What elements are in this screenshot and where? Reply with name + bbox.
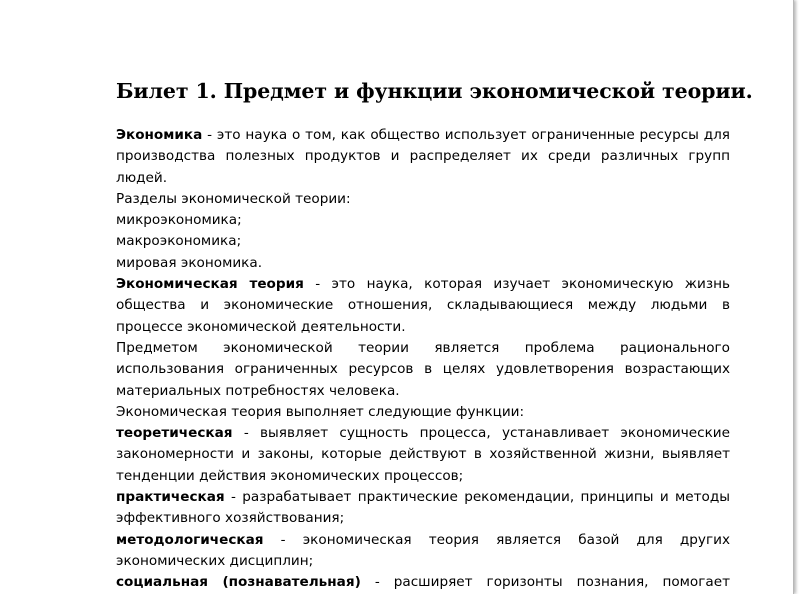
- term-theoretical: теоретическая: [116, 425, 233, 442]
- list-item: мировая экономика.: [116, 254, 263, 271]
- paragraph-line: материальных потребностях человека.: [116, 382, 400, 399]
- paragraph-line: тенденции действия экономических процессов;: [116, 467, 464, 484]
- paragraph-line: экономических дисциплин;: [116, 552, 314, 569]
- paragraph-line: Предметом экономической теории является проблема рационального: [116, 339, 730, 356]
- paragraph-line: процессе экономической деятельности.: [116, 318, 406, 335]
- term-economic-theory: Экономическая теория: [116, 276, 304, 293]
- term-practical: практическая: [116, 489, 225, 506]
- paragraph-line: практическая - разрабатывает практические рекомендации, принципы и методы: [116, 489, 730, 506]
- term-social: социальная (познавательная): [116, 574, 361, 591]
- paragraph-line: использования ограниченных ресурсов в целях удовлетворения возрастающих: [116, 361, 730, 378]
- term-economics: Экономика: [116, 127, 203, 143]
- paragraph-line: теоретическая - выявляет сущность процесса, устанавливает экономические: [116, 425, 730, 442]
- paragraph-line: социальная (познавательная) - расширяет горизонты познания, помогает: [116, 574, 730, 591]
- list-item: макроэкономика;: [116, 233, 242, 250]
- document-body: [116, 125, 736, 594]
- term-methodological: методологическая: [116, 531, 264, 548]
- paragraph-line: производства полезных продуктов и распределяет их среди различных групп: [116, 148, 730, 165]
- paragraph-line: Разделы экономической теории:: [116, 190, 351, 207]
- paragraph-line: Экономика - это наука о том, как общество использует ограниченные ресурсы для: [116, 127, 730, 143]
- document-title: Билет 1. Предмет и функции экономической теории.: [116, 79, 753, 103]
- list-item: микроэкономика;: [116, 212, 242, 229]
- paragraph-line: Экономическая теория - это наука, которая изучает экономическую жизнь: [116, 276, 730, 293]
- paragraph-line: закономерности и законы, которые действуют в хозяйственной жизни, выявляет: [116, 446, 730, 463]
- paragraph-line: Экономическая теория выполняет следующие функции:: [116, 403, 525, 420]
- paragraph-line: людей.: [116, 169, 168, 186]
- paragraph-line: методологическая - экономическая теория является базой для других: [116, 531, 730, 548]
- paragraph-line: общества и экономические отношения, складывающиеся между людьми в: [116, 297, 730, 314]
- paragraph-line: эффективного хозяйствования;: [116, 510, 345, 527]
